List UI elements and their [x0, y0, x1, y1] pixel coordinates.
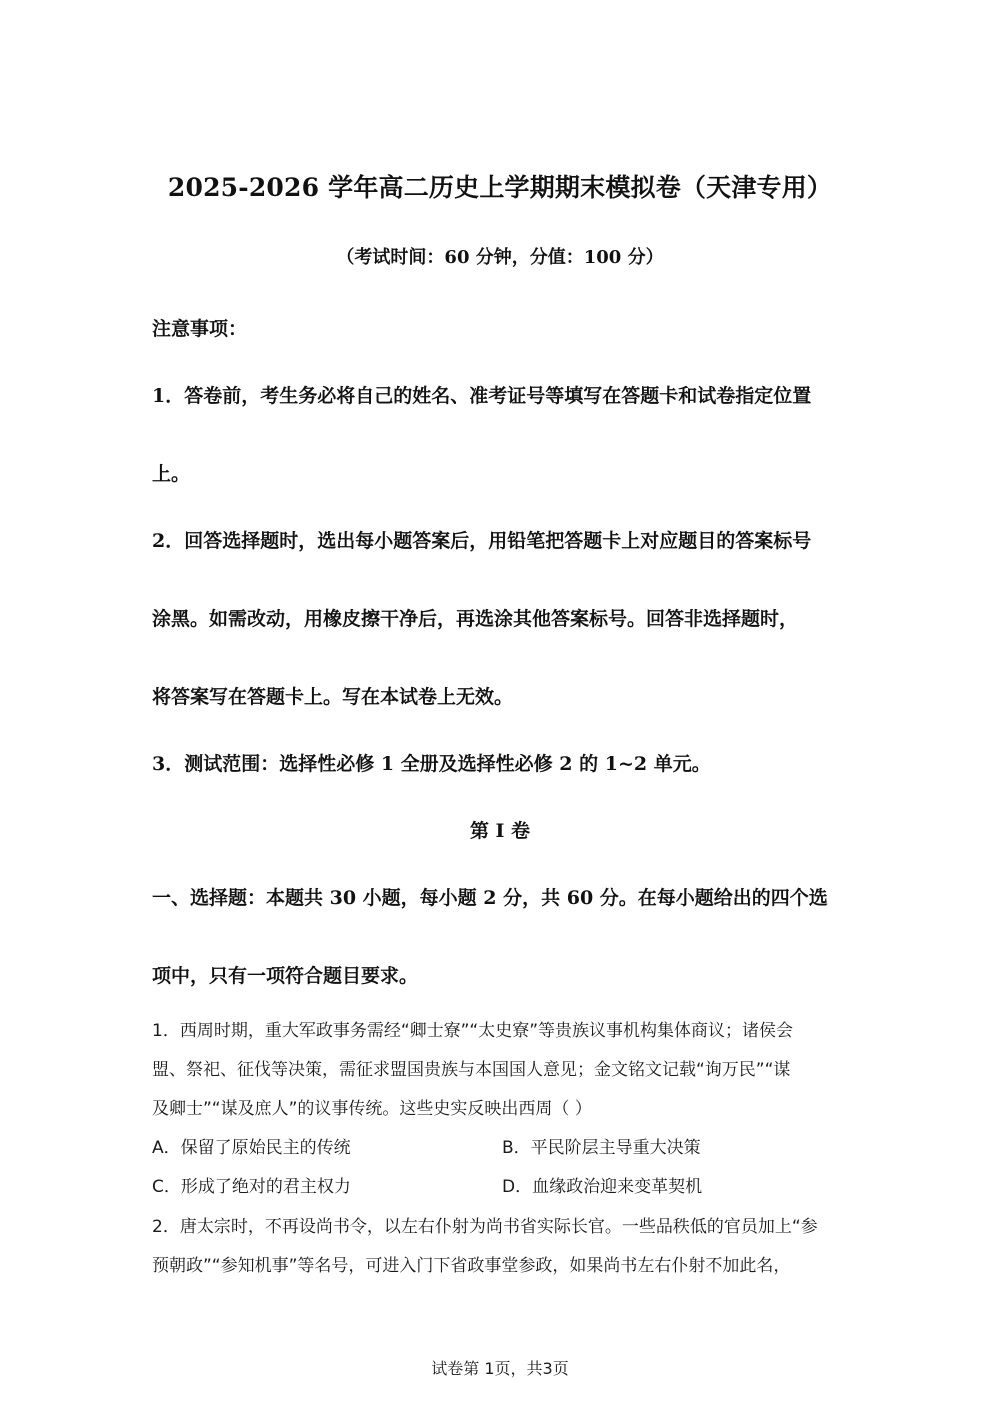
- notice-line-1: 1．答卷前，考生务必将自己的姓名、准考证号等填写在答题卡和试卷指定位置: [152, 385, 812, 407]
- notice-line-6: 3．测试范围：选择性必修 1 全册及选择性必修 2 的 1~2 单元。: [152, 753, 711, 775]
- question-1-option-b: B．平民阶层主导重大决策: [502, 1138, 701, 1158]
- question-1-option-a: A．保留了原始民主的传统: [152, 1138, 351, 1158]
- question-1-option-d: D．血缘政治迎来变革契机: [502, 1177, 703, 1197]
- notice-heading: 注意事项：: [152, 318, 248, 340]
- notice-line-2: 上。: [152, 463, 191, 485]
- question-2-line-1: 2．唐太宗时，不再设尚书令，以左右仆射为尚书省实际长官。一些品秩低的官员加上“参: [152, 1217, 818, 1237]
- part-label: 第 I 卷: [469, 820, 531, 842]
- notice-line-5: 将答案写在答题卡上。写在本试卷上无效。: [152, 686, 514, 708]
- section-instruction-line-2: 项中，只有一项符合题目要求。: [152, 965, 419, 987]
- question-1-option-c: C．形成了绝对的君主权力: [152, 1177, 351, 1197]
- page-footer: 试卷第 1页，共3页: [431, 1359, 569, 1378]
- question-2-line-2: 预朝政”“参知机事”等名号，可进入门下省政事堂参政，如果尚书左右仆射不加此名，: [152, 1256, 791, 1276]
- section-instruction-line-1: 一、选择题：本题共 30 小题，每小题 2 分，共 60 分。在每小题给出的四个选: [152, 887, 828, 909]
- exam-duration-score: （考试时间：60 分钟，分值：100 分）: [336, 247, 664, 268]
- notice-line-3: 2．回答选择题时，选出每小题答案后，用铅笔把答题卡上对应题目的答案标号: [152, 530, 812, 552]
- exam-title: 2025-2026 学年高二历史上学期期末模拟卷（天津专用）: [167, 173, 833, 202]
- question-1-line-3: 及卿士”“谋及庶人”的议事传统。这些史实反映出西周（ ）: [152, 1099, 592, 1119]
- notice-line-4: 涂黑。如需改动，用橡皮擦干净后，再选涂其他答案标号。回答非选择题时，: [152, 608, 799, 630]
- question-1-line-2: 盟、祭祀、征伐等决策，需征求盟国贵族与本国国人意见；金文铭文记载“询万民”“谋: [152, 1060, 791, 1080]
- question-1-line-1: 1．西周时期，重大军政事务需经“卿士寮”“太史寮”等贵族议事机构集体商议；诸侯会: [152, 1021, 794, 1041]
